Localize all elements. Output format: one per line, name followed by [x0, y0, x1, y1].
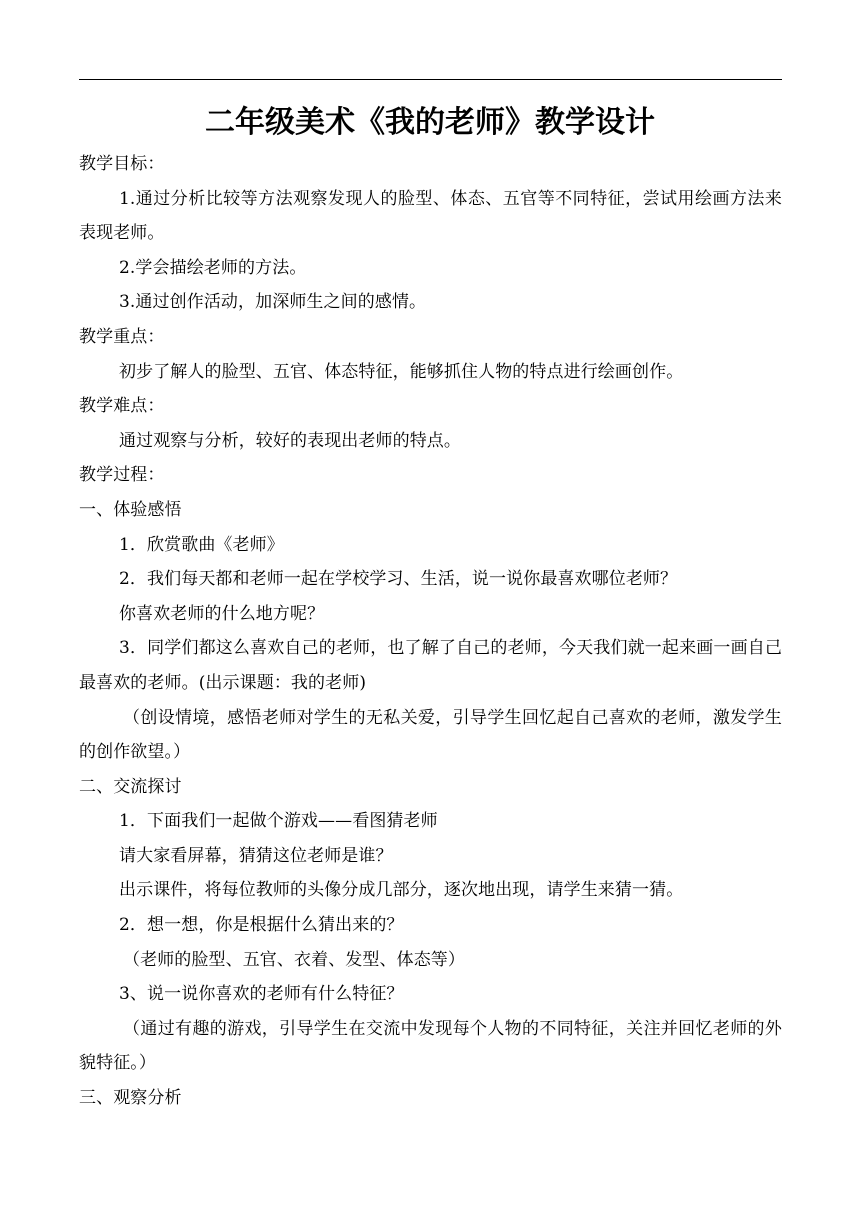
document-body	[79, 147, 782, 1116]
goal-item-1: 1.通过分析比较等方法观察发现人的脸型、体态、五官等不同特征，尝试用绘画方法来表现老师。	[79, 188, 782, 244]
heading-key-points: 教学重点：	[79, 326, 165, 347]
section2-item-2-answer: （老师的脸型、五官、衣着、发型、体态等）	[123, 949, 465, 970]
section2-item-3: 3、说一说你喜欢的老师有什么特征？	[119, 984, 404, 1005]
key-points-text: 初步了解人的脸型、五官、体态特征，能够抓住人物的特点进行绘画创作。	[119, 361, 684, 382]
section1-item-3: 3．同学们都这么喜欢自己的老师，也了解了自己的老师，今天我们就一起来画一画自己最喜欢的老师。(出示课题：我的老师)	[79, 638, 782, 693]
section2-item-1-line-3: 出示课件，将每位教师的头像分成几部分，逐次地出现，请学生来猜一猜。	[119, 880, 684, 901]
section-heading-1: 一、体验感悟	[79, 499, 182, 520]
goal-item-2: 2.学会描绘老师的方法。	[119, 257, 307, 278]
section2-note: （通过有趣的游戏，引导学生在交流中发现每个人物的不同特征，关注并回忆老师的外貌特征。）	[79, 1018, 782, 1074]
section1-item-2: 2．我们每天都和老师一起在学校学习、生活，说一说你最喜欢哪位老师？	[119, 569, 678, 590]
section2-item-1-line-2: 请大家看屏幕，猜猜这位老师是谁？	[119, 845, 393, 866]
section2-item-2: 2．想一想，你是根据什么猜出来的？	[119, 915, 404, 936]
difficulties-text: 通过观察与分析，较好的表现出老师的特点。	[119, 430, 461, 451]
heading-teaching-goals: 教学目标：	[79, 154, 165, 174]
section1-note: （创设情境，感悟老师对学生的无私关爱，引导学生回忆起自己喜欢的老师，激发学生的创作欲望。）	[79, 707, 782, 763]
document-title: 二年级美术《我的老师》教学设计	[205, 105, 655, 140]
heading-process: 教学过程：	[79, 465, 165, 486]
section-heading-3: 三、观察分析	[79, 1088, 182, 1109]
section1-item-2-cont: 你喜欢老师的什么地方呢？	[119, 603, 325, 624]
header-rule	[79, 79, 782, 80]
section-heading-2: 二、交流探讨	[79, 776, 182, 797]
section2-item-1: 1．下面我们一起做个游戏——看图猜老师	[119, 811, 438, 832]
section1-item-1: 1．欣赏歌曲《老师》	[119, 534, 284, 555]
heading-difficulties: 教学难点：	[79, 396, 165, 417]
goal-item-3: 3.通过创作活动，加深师生之间的感情。	[119, 292, 427, 313]
